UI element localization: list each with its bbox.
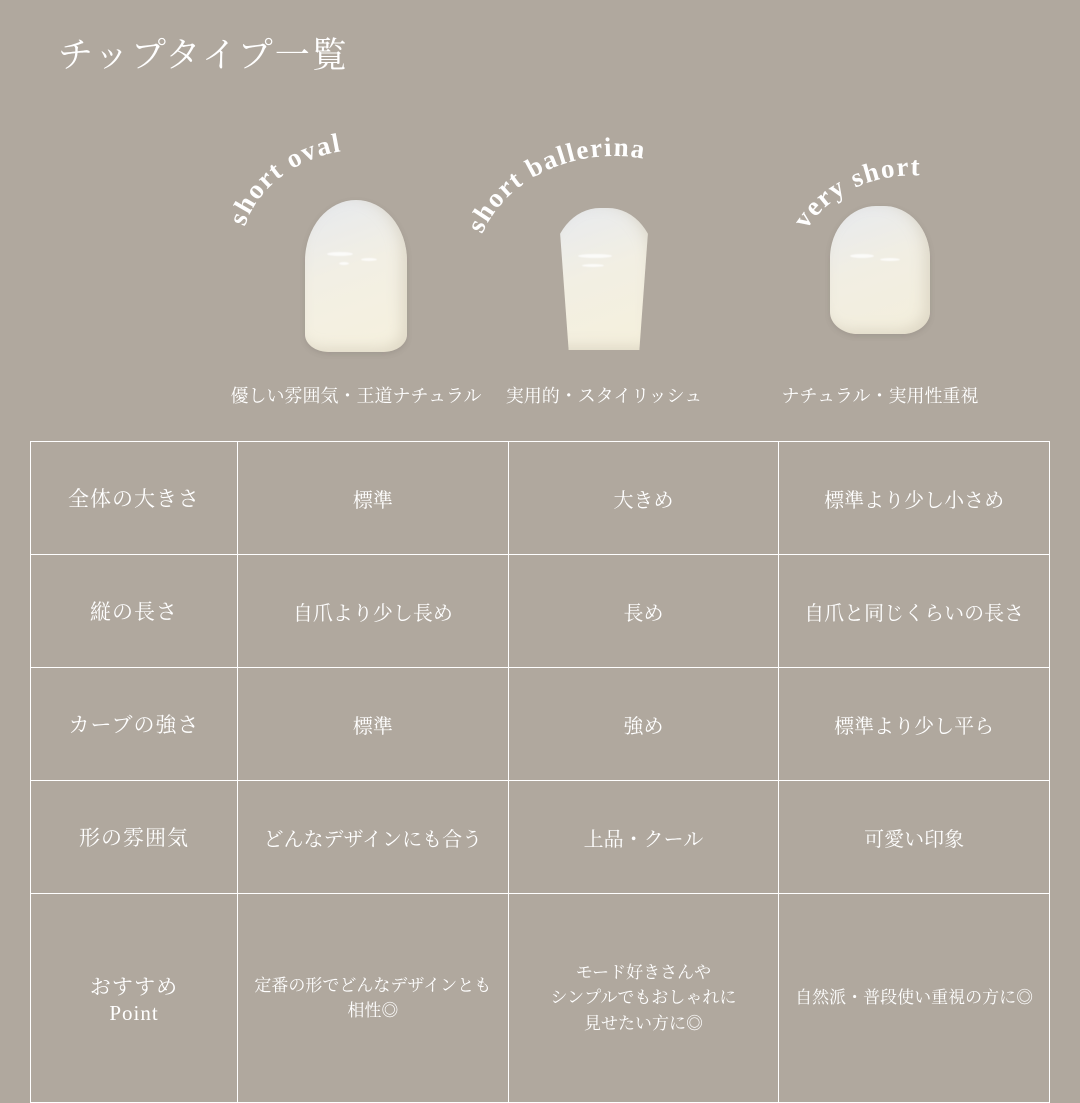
arc-text: very short	[786, 151, 922, 234]
cell-very-short: 標準より少し小さめ	[779, 442, 1050, 555]
cell-short-ballerina: 長め	[508, 555, 779, 668]
cell-short-oval: 標準	[238, 442, 509, 555]
page-title: チップタイプ一覧	[58, 36, 349, 75]
row-label: カーブの強さ	[31, 668, 238, 781]
table-row	[31, 442, 1050, 555]
cell-short-oval: どんなデザインにも合う	[238, 781, 509, 894]
row-label: 全体の大きさ	[31, 442, 238, 555]
cell-short-oval: 標準	[238, 668, 509, 781]
cell-very-short: 自然派・普段使い重視の方に◎	[779, 894, 1050, 1103]
row-label: 縦の長さ	[31, 555, 238, 668]
arc-text: short ballerina	[460, 131, 649, 237]
spec-table	[30, 441, 1050, 1103]
nail-tip-very-short-icon	[830, 206, 930, 334]
cell-short-ballerina: 上品・クール	[508, 781, 779, 894]
arc-text: short oval	[222, 127, 344, 229]
cell-very-short: 標準より少し平ら	[779, 668, 1050, 781]
row-label: おすすめ Point	[31, 894, 238, 1103]
tip-gallery	[0, 127, 1080, 420]
table-row	[31, 781, 1050, 894]
table-row	[31, 668, 1050, 781]
cell-short-ballerina: 強め	[508, 668, 779, 781]
tip-caption-very-short: ナチュラル・実用性重視	[781, 386, 979, 406]
tip-caption-short-oval: 優しい雰囲気・王道ナチュラル	[230, 386, 482, 406]
nail-tip-oval-icon	[305, 200, 407, 352]
tip-column-short-ballerina	[454, 130, 754, 420]
tip-column-very-short	[730, 130, 1030, 420]
cell-short-ballerina: 大きめ	[508, 442, 779, 555]
row-label: 形の雰囲気	[31, 781, 238, 894]
nail-tip-ballerina-icon	[552, 208, 656, 350]
tip-caption-short-ballerina: 実用的・スタイリッシュ	[505, 386, 703, 406]
table-row	[31, 555, 1050, 668]
cell-very-short: 自爪と同じくらいの長さ	[779, 555, 1050, 668]
cell-very-short: 可愛い印象	[779, 781, 1050, 894]
cell-short-ballerina: モード好きさんや シンプルでもおしゃれに 見せたい方に◎	[508, 894, 779, 1103]
cell-short-oval: 定番の形でどんなデザインとも 相性◎	[238, 894, 509, 1103]
cell-short-oval: 自爪より少し長め	[238, 555, 509, 668]
table-row	[31, 894, 1050, 1103]
